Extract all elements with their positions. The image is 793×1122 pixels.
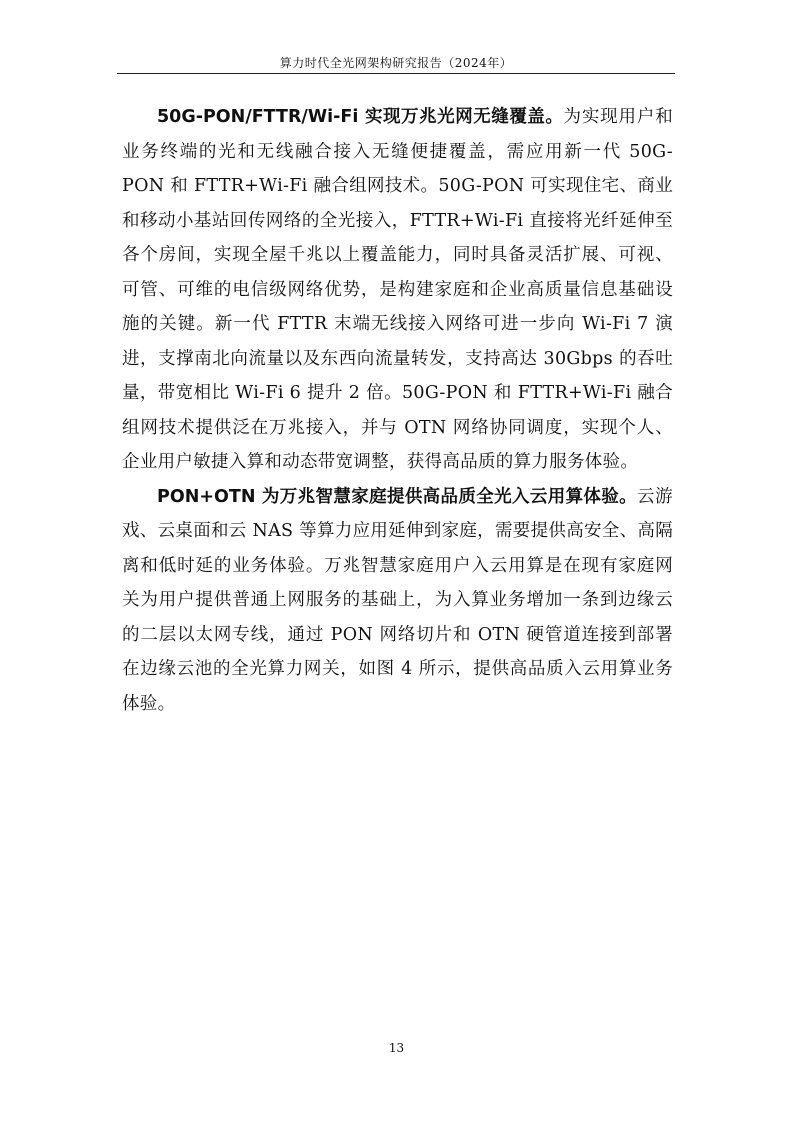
page-header: 算力时代全光网架构研究报告（2024年） — [279, 56, 513, 70]
paragraph-lead: PON+OTN 为万兆智慧家庭提供高品质全光入云用算体验。 — [157, 486, 638, 507]
paragraph-text: 云游戏、云桌面和云 NAS 等算力应用延伸到家庭，需要提供高安全、高隔离和低时延的业务体验。万兆智慧家庭用户入云用算是在现有家庭网关为用户提供普通上网服务的基础上，为入算业务增加一条到边缘云的二层以太网专线，通过 PON 网络切片和 OTN 硬管道连接到部署在边缘云池的全光算力网关，如图 4 所示，提供高品质入云用算业务体验。 — [122, 486, 673, 714]
paragraph-smart-home — [122, 480, 673, 722]
paragraph-text: 为实现用户和业务终端的光和无线融合接入无缝便捷覆盖，需应用新一代 50G-PON 和 FTTR+Wi-Fi 融合组网技术。50G-PON 可实现住宅、商业和移动小基站回传网络的全光接入，FTTR+Wi-Fi 直接将光纤延伸至各个房间，实现全屋千兆以上覆盖能力，同时具备灵活扩展、可视、可管、可维的电信级网络优势，是构建家庭和企业高质量信息基础设施的关键。新一代 FTTR 末端无线接入网络可进一步向 Wi-Fi 7 演进，支撑南北向流量以及东西向流量转发，支持高达 30Gbps 的吞吐量，带宽相比 Wi-Fi 6 提升 2 倍。50G-PON 和 FTTR+Wi-Fi 融合组网技术提供泛在万兆接入，并与 OTN 网络协同调度，实现个人、企业用户敏捷入算和动态带宽调整，获得高品质的算力服务体验。 — [122, 107, 673, 472]
page-number: 13 — [388, 1041, 405, 1055]
paragraph-fiber-coverage — [122, 100, 673, 480]
paragraph-lead: 50G-PON/FTTR/Wi-Fi 实现万兆光网无缝覆盖。 — [157, 107, 564, 127]
document-body — [122, 100, 673, 721]
header-divider — [117, 73, 675, 74]
